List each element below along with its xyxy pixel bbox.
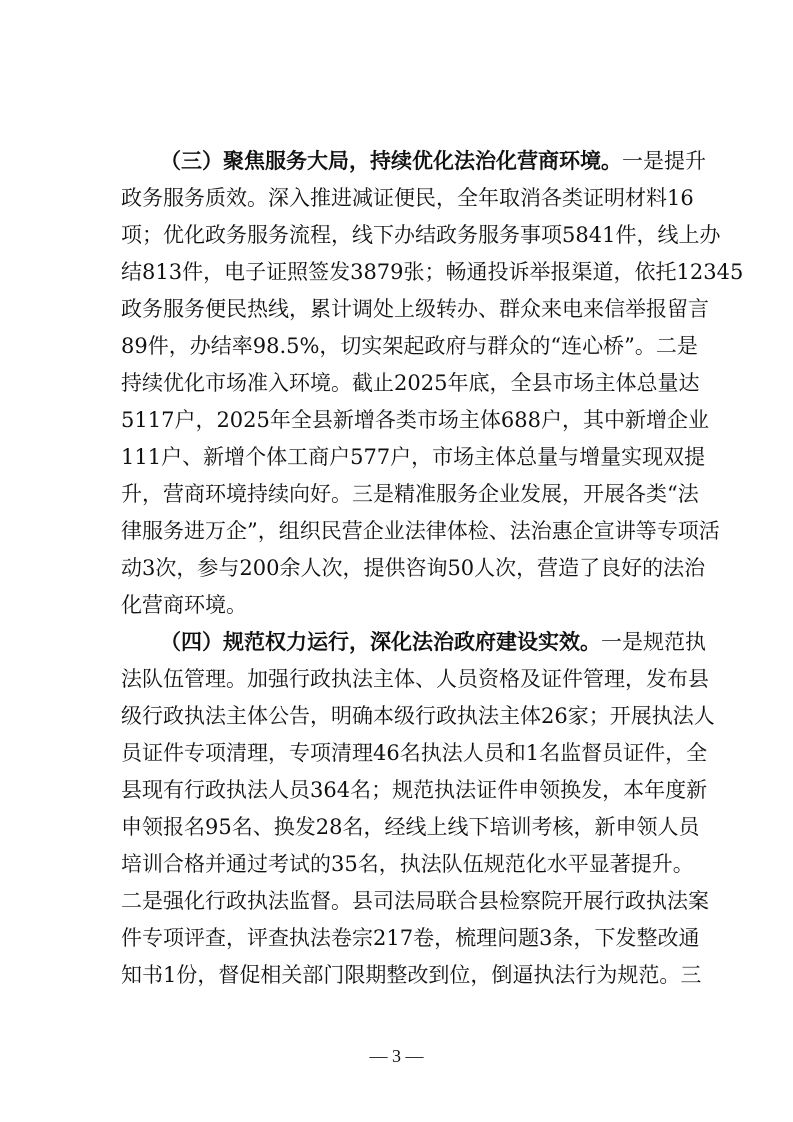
section3-line-2: 政务服务质效。深入推进减证便民，全年取消各类证明材料16 [121,186,694,210]
section3-line-3: 项；优化政务服务流程，线下办结政务服务事项5841件，线上办 [121,223,721,247]
section4-heading-rest: 一是规范执 [601,630,706,654]
section4-line-7: 培训合格并通过考试的35名，执法队伍规范化水平显著提升。 [121,852,694,876]
section3-heading-rest: 一是提升 [622,149,706,173]
section4-line-4: 员证件专项清理，专项清理46名执法人员和1名监督员证件，全 [121,741,708,765]
section3-line-6: 89件，办结率98.5%，切实架起政府与群众的“连心桥”。二是 [121,334,698,358]
section3-line-4: 结813件，电子证照签发3879张；畅通投诉举报渠道，依托12345 [121,260,744,284]
section4-line-6: 申领报名95名、换发28名，经线上线下培训考核，新申领人员 [121,815,700,839]
section4-line-10: 知书1份，督促相关部门限期整改到位，倒逼执法行为规范。三 [121,963,702,987]
page-number: — 3 — [369,1046,424,1066]
section3-line-7: 持续优化市场准入环境。截止2025年底，全县市场主体总量达 [121,371,700,395]
section3-line-10: 升，营商环境持续向好。三是精准服务企业发展，开展各类“法 [121,482,699,506]
section3-heading: （三）聚焦服务大局，持续优化法治化营商环境。 [160,149,622,173]
section4-line-5: 县现有行政执法人员364名；规范执法证件申领换发，本年度新 [121,778,708,802]
section4-line-2: 法队伍管理。加强行政执法主体、人员资格及证件管理，发布县 [121,667,709,691]
section3-line-13: 化营商环境。 [121,593,247,617]
section3-line-9: 111户、新增个体工商户577户，市场主体总量与增量实现双提 [121,445,706,469]
section4-line-3: 级行政执法主体公告，明确本级行政执法主体26家；开展执法人 [121,704,715,728]
section4-heading: （四）规范权力运行，深化法治政府建设实效。 [160,630,601,654]
section4-line-1 [160,624,706,660]
section3-line-12: 动3次，参与200余人次，提供咨询50人次，营造了良好的法治 [121,556,706,580]
section4-line-9: 件专项评查，评查执法卷宗217卷，梳理问题3条，下发整改通 [121,926,700,950]
section3-line-5: 政务服务便民热线，累计调处上级转办、群众来电来信举报留言 [121,297,709,321]
section3-line-8: 5117户，2025年全县新增各类市场主体688户，其中新增企业 [121,408,709,432]
section4-line-8: 二是强化行政执法监督。县司法局联合县检察院开展行政执法案 [121,889,709,913]
section3-line-1 [160,143,706,179]
section3-line-11: 律服务进万企”，组织民营企业法律体检、法治惠企宣讲等专项活 [121,519,720,543]
